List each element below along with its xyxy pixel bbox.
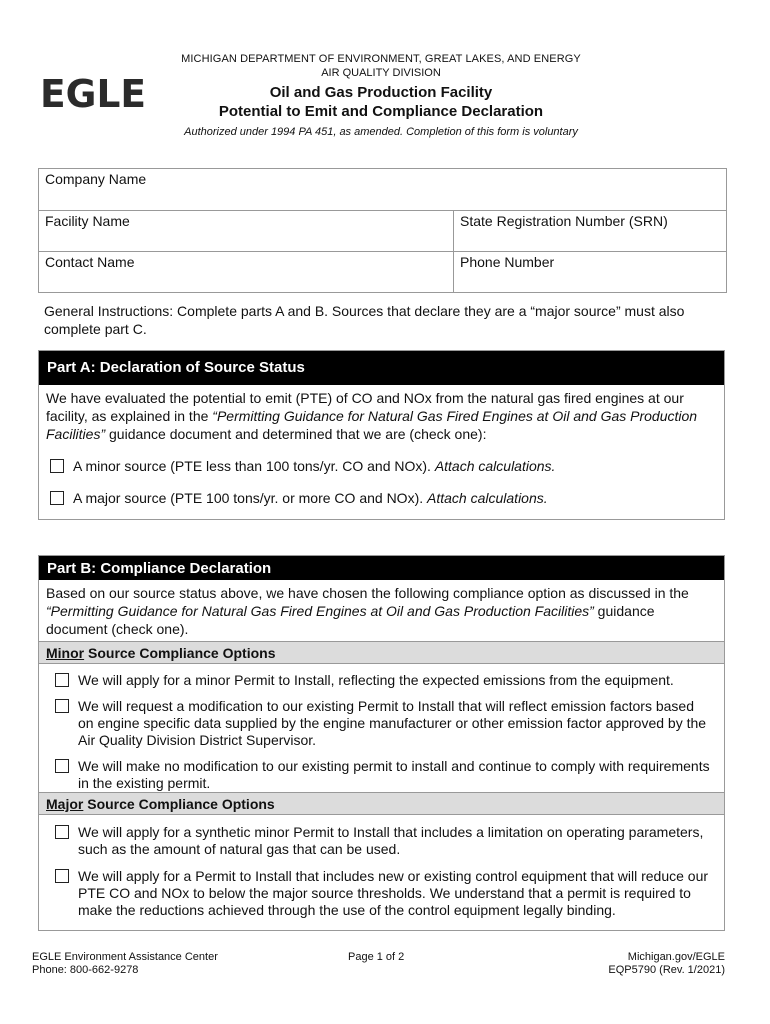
minor-source-option xyxy=(39,458,724,475)
page-number: Page 1 of 2 xyxy=(348,951,405,963)
form-header xyxy=(0,52,770,142)
part-b-intro: Based on our source status above, we have chosen the following compliance option as discussed in the “Permitting Guidance for Natural Gas Fired Engines at Oil and Gas Production Facilities” guidance document (check one). xyxy=(46,585,689,637)
minor-option-3-label: We will make no modification to our existing permit to install and continue to comply with requirements in the existing permit. xyxy=(78,758,710,791)
division-name: AIR QUALITY DIVISION xyxy=(321,67,441,79)
egle-logo xyxy=(40,76,146,110)
footer-contact: EGLE Environment Assistance Center Phone: 800-662-9278 xyxy=(32,951,218,976)
part-a-title: Part A: Declaration of Source Status xyxy=(39,351,724,385)
contact-name-label: Contact Name xyxy=(45,254,135,270)
major-option-2 xyxy=(39,868,724,919)
minor-options-heading: Minor Source Compliance Options xyxy=(39,641,724,664)
part-a-intro: We have evaluated the potential to emit (PTE) of CO and NOx from the natural gas fired engines at our facility, as explained in the “Permitting Guidance for Natural Gas Fired Engines at Oil and Gas Production Facilities” guidance document and determined that we are (check one): xyxy=(46,390,698,442)
major-option-1 xyxy=(39,824,724,858)
major-option-2-label: We will apply for a Permit to Install that includes new or existing control equipment that will reduce our PTE CO and NOx to below the major source thresholds. We understand that a permit is required to make the reductions achieved through the use of the control equipment legally binding. xyxy=(78,868,709,918)
minor-option-1-checkbox[interactable] xyxy=(55,673,69,687)
srn-label: State Registration Number (SRN) xyxy=(460,213,668,229)
srn-field[interactable] xyxy=(454,211,726,251)
phone-number-field[interactable] xyxy=(454,252,726,292)
major-option-1-checkbox[interactable] xyxy=(55,825,69,839)
facility-name-label: Facility Name xyxy=(45,213,130,229)
minor-option-3-checkbox[interactable] xyxy=(55,759,69,773)
general-instructions: General Instructions: Complete parts A and B. Sources that declare they are a “major source” must also complete part C. xyxy=(44,303,685,337)
authorization-note: Authorized under 1994 PA 451, as amended. Completion of this form is voluntary xyxy=(184,126,578,138)
major-options-heading: Major Source Compliance Options xyxy=(39,792,724,815)
minor-option-2-checkbox[interactable] xyxy=(55,699,69,713)
footer-form-id: Michigan.gov/EGLE EQP5790 (Rev. 1/2021) xyxy=(608,951,725,976)
form-title-line1: Oil and Gas Production Facility xyxy=(269,84,493,101)
facility-name-field[interactable] xyxy=(39,211,454,251)
major-source-option xyxy=(39,490,724,507)
facility-info-table xyxy=(38,168,727,293)
contact-name-field[interactable] xyxy=(39,252,454,292)
svg-text:EGLE: EGLE xyxy=(40,76,146,110)
minor-option-2 xyxy=(39,698,724,749)
form-title-line2: Potential to Emit and Compliance Declaration xyxy=(218,103,544,120)
part-b-title: Part B: Compliance Declaration xyxy=(39,556,724,580)
company-name-label: Company Name xyxy=(45,171,147,187)
part-a-section xyxy=(38,350,725,520)
major-source-checkbox[interactable] xyxy=(50,491,64,505)
major-option-2-checkbox[interactable] xyxy=(55,869,69,883)
major-source-label: A major source (PTE 100 tons/yr. or more CO and NOx). Attach calculations. xyxy=(73,490,548,506)
minor-source-checkbox[interactable] xyxy=(50,459,64,473)
minor-source-label: A minor source (PTE less than 100 tons/yr. CO and NOx). Attach calculations. xyxy=(73,458,556,474)
phone-number-label: Phone Number xyxy=(460,254,555,270)
major-option-1-label: We will apply for a synthetic minor Permit to Install that includes a limitation on operating parameters, such as the amount of natural gas that can be used. xyxy=(78,824,704,857)
part-b-section xyxy=(38,555,725,931)
minor-option-1 xyxy=(39,672,724,689)
minor-option-3 xyxy=(39,758,724,792)
minor-option-2-label: We will request a modification to our existing Permit to Install that will reflect emission factors based on engine specific data supplied by the engine manufacturer or other emission factor approved by the Air Quality Division District Supervisor. xyxy=(78,698,707,748)
company-name-field[interactable] xyxy=(39,169,726,210)
agency-name: MICHIGAN DEPARTMENT OF ENVIRONMENT, GREAT LAKES, AND ENERGY xyxy=(181,53,581,65)
minor-option-1-label: We will apply for a minor Permit to Install, reflecting the expected emissions from the equipment. xyxy=(78,672,674,688)
